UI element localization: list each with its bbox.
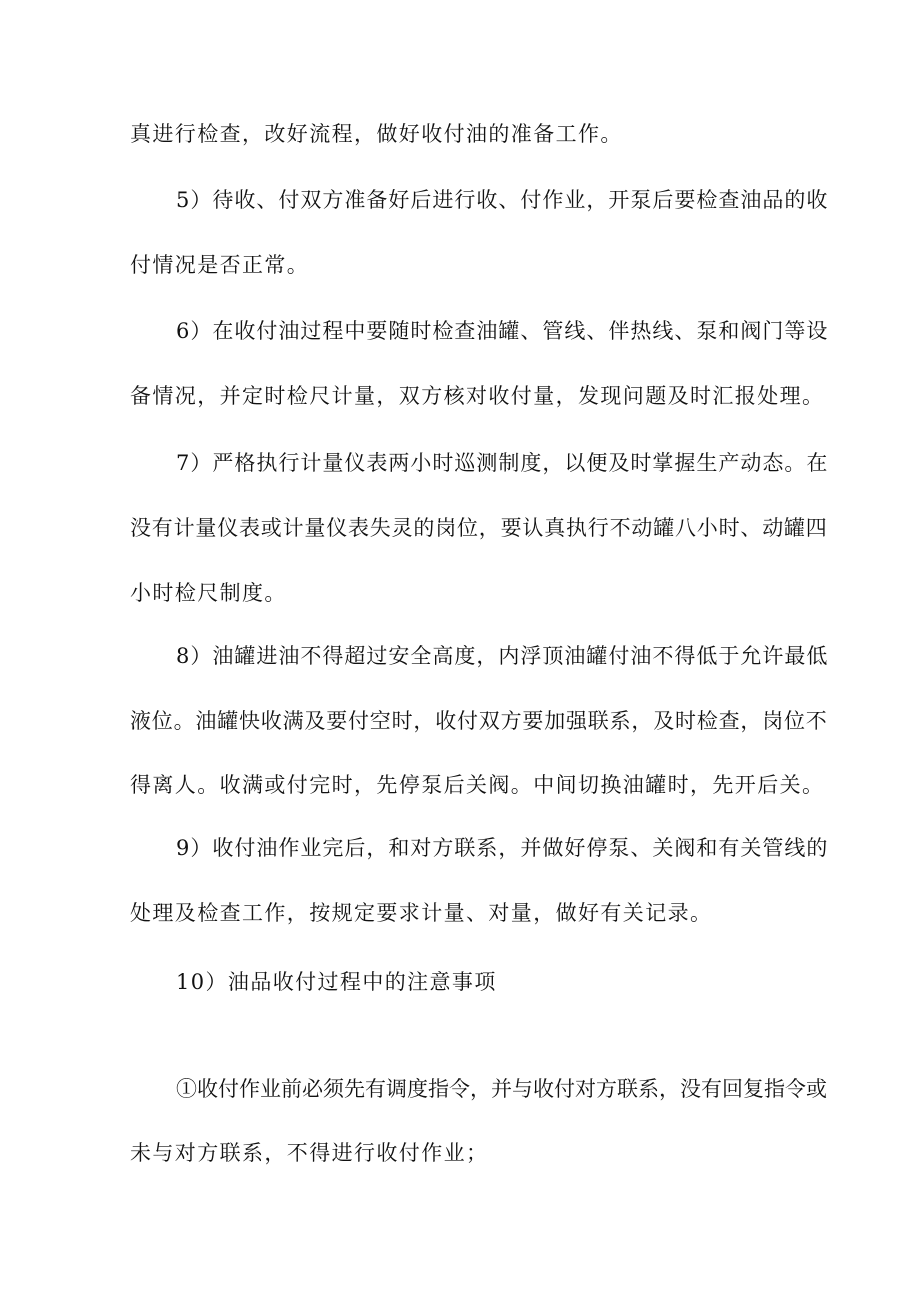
- paragraph-6-line-0: 10）油品收付过程中的注意事项: [176, 970, 497, 994]
- paragraph-3-line-0: 7）严格执行计量仪表两小时巡测制度，以便及时掌握生产动态。在: [176, 451, 829, 475]
- paragraph-3-line-1: 没有计量仪表或计量仪表失灵的岗位，要认真执行不动罐八小时、动罐四: [130, 516, 828, 540]
- paragraph-1-line-1: 付情况是否正常。: [130, 253, 310, 277]
- paragraph-0-line-0: 真进行检查，改好流程，做好收付油的准备工作。: [130, 122, 623, 146]
- paragraph-2-line-1: 备情况，并定时检尺计量，双方核对收付量，发现问题及时汇报处理。: [130, 384, 825, 408]
- paragraph-5-line-1: 处理及检查工作，按规定要求计量、对量，做好有关记录。: [130, 901, 713, 925]
- paragraph-5-line-0: 9）收付油作业完后，和对方联系，并做好停泵、关阀和有关管线的: [176, 836, 829, 860]
- paragraph-7-line-1: 未与对方联系，不得进行收付作业；: [130, 1141, 489, 1165]
- paragraph-2-line-0: 6）在收付油过程中要随时检查油罐、管线、伴热线、泵和阀门等设: [176, 319, 829, 343]
- paragraph-3-line-2: 小时检尺制度。: [130, 581, 287, 605]
- paragraph-4-line-2: 得离人。收满或付完时，先停泵后关阀。中间切换油罐时，先开后关。: [130, 773, 825, 797]
- paragraph-4-line-0: 8）油罐进油不得超过安全高度，内浮顶油罐付油不得低于允许最低: [176, 644, 829, 668]
- paragraph-7-line-0: ①收付作业前必须先有调度指令，并与收付对方联系，没有回复指令或: [176, 1077, 827, 1101]
- paragraph-4-line-1: 液位。油罐快收满及要付空时，收付双方要加强联系，及时检查，岗位不: [130, 709, 828, 733]
- paragraph-1-line-0: 5）待收、付双方准备好后进行收、付作业，开泵后要检查油品的收: [176, 188, 829, 212]
